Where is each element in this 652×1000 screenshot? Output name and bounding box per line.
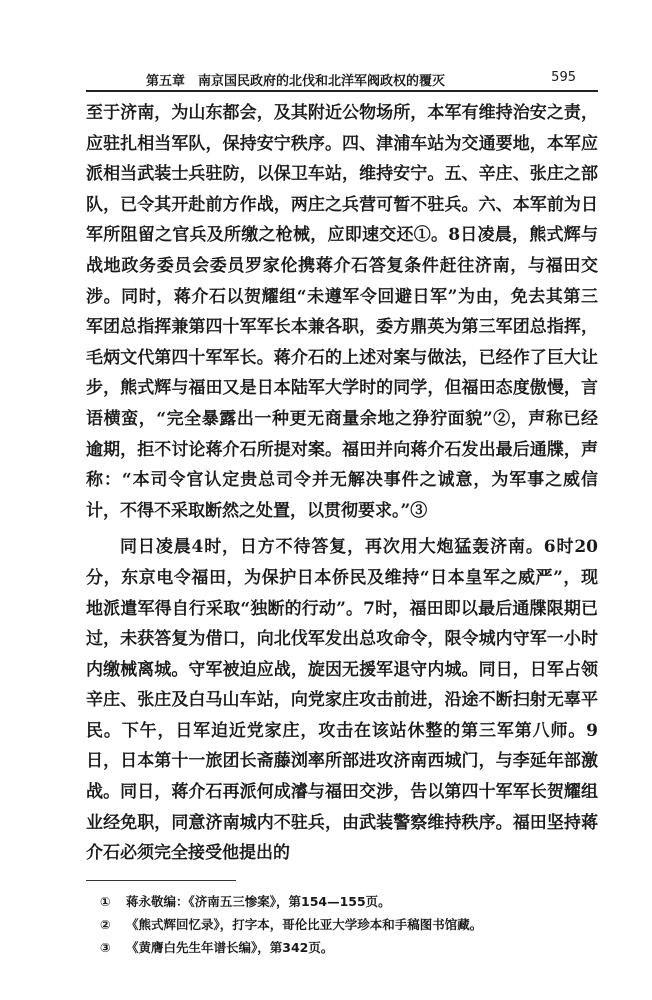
footnote-1: [100, 890, 598, 913]
footnote-marker: ②: [100, 917, 111, 932]
footnote-2: [100, 913, 598, 936]
header-divider: [86, 90, 598, 92]
chapter-title: 第五章 南京国民政府的北伐和北洋军阀政权的覆灭: [146, 74, 446, 89]
footnote-marker: ③: [100, 940, 111, 955]
footnote-marker: ①: [100, 894, 111, 909]
paragraph-2: 同日凌晨4时，日方不待答复，再次用大炮猛轰济南。6时20分，东京电令福田，为保护日本侨民及维持“日本皇军之威严”，现地派遣军得自行采取“独断的行动”。7时，福田即以最后通牒限期已过，未获答复为借口，向北伐军发出总攻命令，限令城内守军一小时内缴械离城。守军被迫应战，旋因无援军退守内城。同日，日军占领辛庄、张庄及白马山车站，向党家庄攻击前进，沿途不断扫射无辜平民。下午，日军迫近党家庄，攻击在该站休整的第三军第八师。9日，日本第十一旅团长斋藤浏率所部进攻济南西城门，与李延年部激战。同日，蒋介石再派何成濬与福田交涉，告以第四十军军长贺耀组业经免职，同意济南城内不驻兵，由武装警察维持秩序。福田坚持蒋介石必须完全接受他提出的: [86, 537, 598, 864]
paragraph-1: 至于济南，为山东都会，及其附近公物场所，本军有维持治安之责，应驻扎相当军队，保持安宁秩序。四、津浦车站为交通要地，本军应派相当武装士兵驻防，以保卫车站，维持安宁。五、辛庄、张庄之部队，已令其开赴前方作战，两庄之兵营可暂不驻兵。六、本军前为日军所阻留之官兵及所缴之枪械，应即速交还①。8日凌晨，熊式辉与战地政务委员会委员罗家伦携蒋介石答复条件赶往济南，与福田交涉。同时，蒋介石以贺耀组“未遵军令回避日军”为由，免去其第三军团总指挥兼第四十军军长本兼各职，委方鼎英为第三军团总指挥，毛炳文代第四十军军长。蒋介石的上述对案与做法，已经作了巨大让步，熊式辉与福田又是日本陆军大学时的同学，但福田态度傲慢，言语横蛮，“完全暴露出一种更无商量余地之狰狞面貌”②，声称已经逾期，拒不讨论蒋介石所提对案。福田并向蒋介石发出最后通牒，声称：“本司令官认定贵总司令并无解决事件之诚意，为军事之威信计，不得不采取断然之处置，以贯彻要求。”③: [86, 103, 598, 521]
main-text: [86, 98, 598, 869]
footnote-3: [100, 936, 598, 959]
page-number: 595: [551, 70, 576, 85]
footnote-divider: [86, 880, 236, 881]
footnote-text: 《黄膺白先生年谱长编》，第342页。: [126, 940, 334, 955]
footnote-text: 《熊式辉回忆录》，打字本，哥伦比亚大学珍本和手稿图书馆藏。: [126, 917, 483, 932]
footnotes: [100, 890, 598, 959]
running-header: [86, 68, 576, 90]
footnote-text: 蒋永敬编：《济南五三惨案》，第154—155页。: [126, 894, 391, 909]
